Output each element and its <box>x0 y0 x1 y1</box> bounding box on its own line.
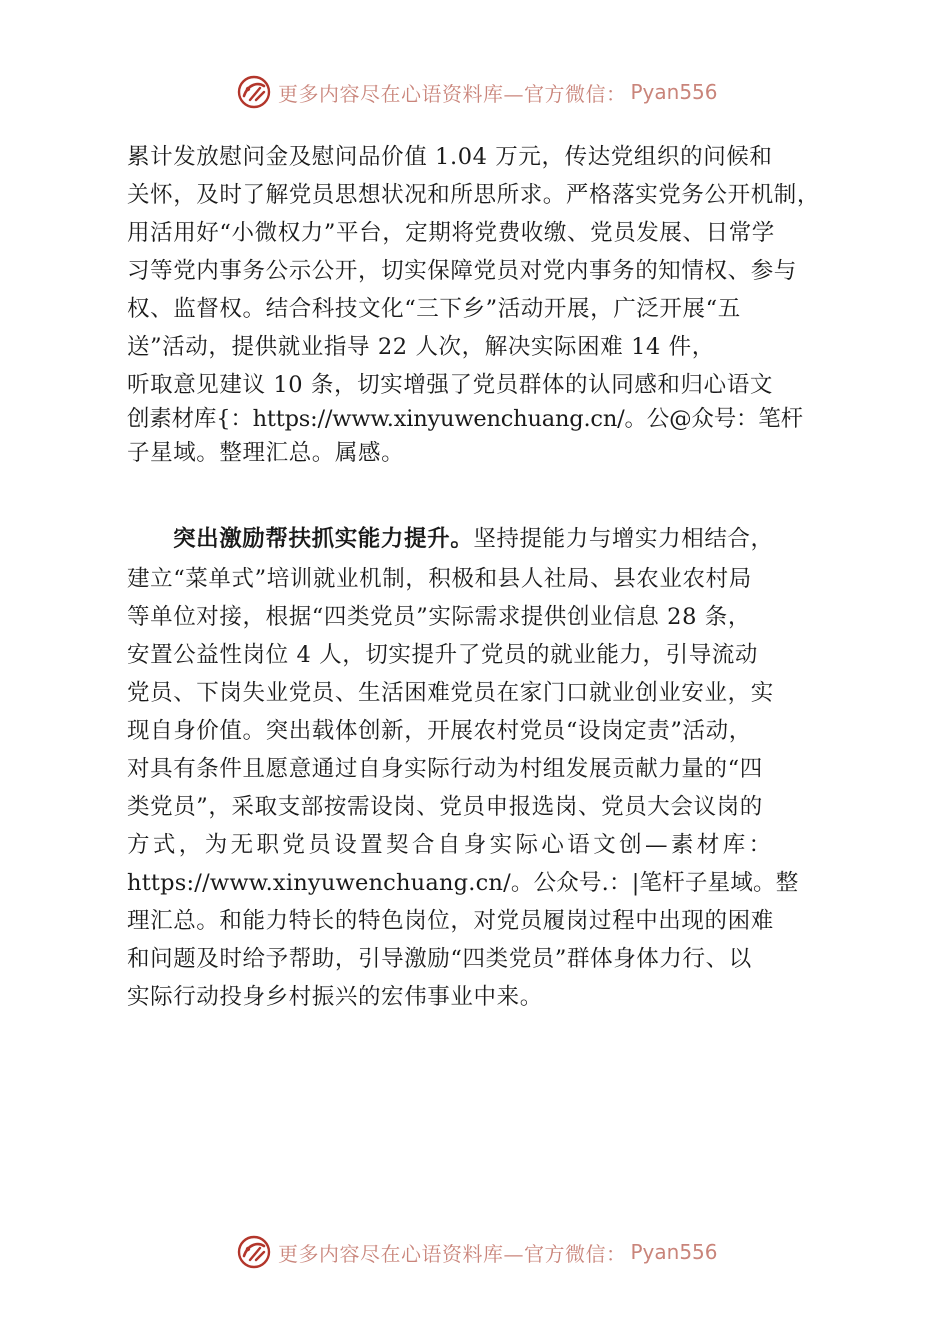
paragraph-2-first-line <box>173 522 774 556</box>
paragraph-2-line: https://www.xinyuwenchuang.cn/。公众号.：|笔杆子星域。整 <box>127 870 799 896</box>
footer-watermark <box>236 1232 736 1272</box>
paragraph-2-first-rest: 坚持提能力与增实力相结合， <box>473 526 774 552</box>
paragraph-2-line: 方式，为无职党员设置契合自身实际心语文创—素材库： <box>127 832 775 858</box>
brand-logo-icon <box>236 1234 272 1270</box>
paragraph-2-line: 实际行动投身乡村振兴的宏伟事业中来。 <box>127 984 543 1010</box>
paragraph-1-line: 用活用好“小微权力”平台，定期将党费收缴、党员发展、日常学 <box>127 220 775 246</box>
paragraph-2-line: 现自身价值。突出载体创新，开展农村党员“设岗定责”活动， <box>127 718 752 744</box>
brand-logo-icon <box>236 74 272 110</box>
paragraph-2-line: 等单位对接，根据“四类党员”实际需求提供创业信息 28 条， <box>127 604 751 630</box>
paragraph-1-line: 子星域。整理汇总。属感。 <box>127 440 405 466</box>
paragraph-2-line: 对具有条件且愿意通过自身实际行动为村组发展贡献力量的“四 <box>127 756 763 782</box>
header-watermark <box>236 72 736 112</box>
paragraph-1-line: 听取意见建议 10 条，切实增强了党员群体的认同感和归心语文 <box>127 372 773 398</box>
banner-wechat-handle: Pyan556 <box>630 1240 718 1264</box>
paragraph-1-line: 创素材库{：https://www.xinyuwenchuang.cn/。公@众号：笔杆 <box>127 406 803 432</box>
paragraph-1-line: 权、监督权。结合科技文化“三下乡”活动开展，广泛开展“五 <box>127 296 741 322</box>
paragraph-1-line: 关怀，及时了解党员思想状况和所思所求。严格落实党务公开机制， <box>127 182 821 208</box>
paragraph-2-line: 理汇总。和能力特长的特色岗位，对党员履岗过程中出现的困难 <box>127 908 774 934</box>
banner-text: 更多内容尽在心语资料库—官方微信： <box>278 1241 627 1266</box>
paragraph-1-line: 累计发放慰问金及慰问品价值 1.04 万元，传达党组织的问候和 <box>127 144 773 170</box>
paragraph-2-line: 类党员”，采取支部按需设岗、党员申报选岗、党员大会议岗的 <box>127 794 763 820</box>
paragraph-2-line: 和问题及时给予帮助，引导激励“四类党员”群体身体力行、以 <box>127 946 752 972</box>
banner-text: 更多内容尽在心语资料库—官方微信： <box>278 81 627 106</box>
paragraph-2-line: 党员、下岗失业党员、生活困难党员在家门口就业创业安业，实 <box>127 680 774 706</box>
paragraph-2-lead: 突出激励帮扶抓实能力提升。 <box>173 526 474 552</box>
paragraph-1-line: 送”活动，提供就业指导 22 人次，解决实际困难 14 件， <box>127 334 715 360</box>
paragraph-2-line: 建立“菜单式”培训就业机制，积极和县人社局、县农业农村局 <box>127 566 752 592</box>
paragraph-2-line: 安置公益性岗位 4 人，切实提升了党员的就业能力，引导流动 <box>127 642 759 668</box>
banner-wechat-handle: Pyan556 <box>630 80 718 104</box>
paragraph-1-line: 习等党内事务公示公开，切实保障党员对党内事务的知情权、参与 <box>127 258 797 284</box>
